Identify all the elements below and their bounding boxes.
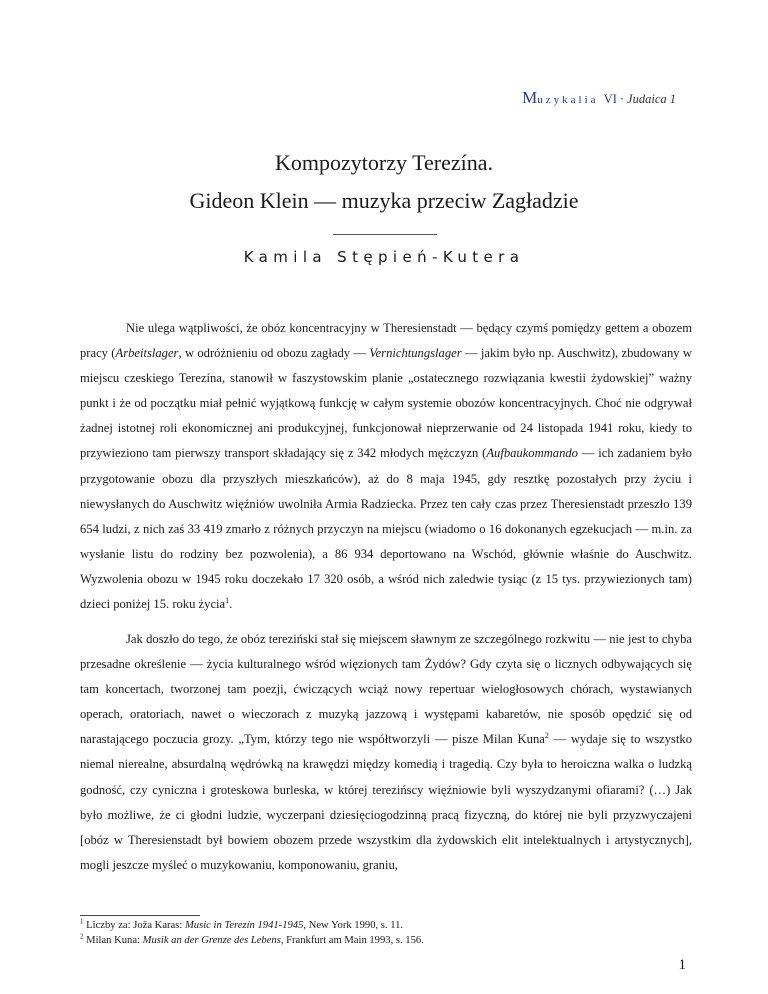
footnote-reference[interactable]: 2 (544, 731, 549, 741)
footnote-divider (80, 915, 200, 916)
body-paragraph-1 (80, 316, 692, 617)
footnote-reference[interactable]: 1 (225, 595, 230, 605)
journal-initial: M (522, 88, 538, 107)
paragraph-text: — wydaje się to wszystko niemal nierealne, absurdalną wędrówką na krawędzi między komedią i tragedią. Czy była to heroiczna walka o ludzką godność, czy cyniczna i groteskowa burleska, w której terezińscy więźniowie byli wyszydzanymi ofiarami? (…) Jak było możliwe, że ci głodni ludzie, wyczerpani dziesięciogodzinną pracą fizyczną, do której nie byli przyzwyczajeni [obóz w Theresienstadt był bowiem obozem przede wszystkim dla żydowskich elit intelektualnych i artystycznych], mogli jeszcze myśleć o muzykowaniu, komponowaniu, graniu, (80, 732, 692, 872)
article-title-line-2: Gideon Klein — muzyka przeciw Zagładzie (189, 188, 579, 213)
running-head-separator: · (619, 92, 625, 106)
paragraph-text: . (229, 597, 233, 612)
article-title-line-1: Kompozytorzy Terezína. (275, 150, 493, 175)
footnote-title: Music in Terezín 1941-1945 (184, 920, 304, 931)
running-head (522, 88, 676, 108)
italic-term: Arbeitslager (115, 346, 179, 361)
footnote-1 (80, 918, 700, 933)
footnote-number: 1 (80, 917, 84, 926)
journal-section: Judaica 1 (627, 92, 676, 106)
body-paragraph-2 (80, 627, 692, 878)
footnote-text: Liczby za: Joža Karas: (83, 920, 185, 931)
footnote-text: , Frankfurt am Main 1993, s. 156. (280, 935, 424, 946)
author-name: Kamila Stępień-Kutera (243, 248, 525, 266)
page-number: 1 (678, 957, 686, 973)
footnotes (80, 918, 700, 948)
footnote-2 (80, 933, 700, 948)
footnote-number: 2 (80, 932, 84, 941)
paragraph-text: Nie ulega wątpliwości, że obóz koncentracyjny w Theresienstadt — będący czymś pomiędzy gettem a obozem pracy ( (80, 321, 692, 361)
journal-name: uzykalia (537, 94, 599, 106)
title-divider (333, 234, 437, 235)
italic-term: Vernichtungslager (369, 346, 462, 361)
paragraph-text: Jak doszło do tego, że obóz tereziński stał się miejscem sławnym ze szczególnego rozkwitu — nie jest to chyba przesadne określenie — życia kulturalnego wśród więzionych tam Żydów? Gdy czyta się o licznych odbywających się tam koncertach, tworzonej tam poezji, ćwiczących wciąż nowy repertuar wielogłosowych chórach, wystawianych operach, oratoriach, nawet o wieczorach z muzyką jazzową i występami kabaretów, nie sposób opędzić się od narastającego poczucia grozy. „Tym, którzy tego nie współtworzyli — pisze Milan Kuna (80, 632, 692, 747)
footnote-title: Musik an der Grenze des Lebens (142, 935, 281, 946)
paragraph-text: — ich zadaniem było przygotowanie obozu dla przyszłych mieszkańców), aż do 8 maja 1945, gdy resztkę pozostałych przy życiu i niewysłanych do Auschwitz więźniów uwolniła Armia Radziecka. Przez ten cały czas przez Theresienstadt przeszło 139 654 ludzi, z nich zaś 33 419 zmarło z różnych przyczyn na miejscu (wiadomo o 16 dokonanych egzekucjach — m.in. za wysłanie listu do rodziny bez pozwolenia), a 86 934 deportowano na Wschód, głównie właśnie do Auschwitz. Wyzwolenia obozu w 1945 roku doczekało 17 320 osób, a wśród nich zaledwie tysiąc (z 15 tys. przywiezionych tam) dzieci poniżej 15. roku życia (80, 446, 692, 612)
footnote-text: Milan Kuna: (83, 935, 143, 946)
journal-volume: VI (603, 92, 617, 106)
paragraph-text: — jakim było np. Auschwitz), zbudowany w miejscu czeskiego Terezína, stanowił w faszystowskim planie „ostatecznego rozwiązania kwestii żydowskiej” ważny punkt i że od początku miał pełnić wyjątkową funkcję w całym systemie obozów koncentracyjnych. Choć nie odgrywał żadnej istotnej roli ekonomicznej ani produkcyjnej, funkcjonował nieprzerwanie od 24 listopada 1941 roku, kiedy to przywieziono tam pierwszy transport składający się z 342 młodych mężczyzn ( (80, 346, 693, 461)
footnote-text: , New York 1990, s. 11. (303, 920, 404, 931)
italic-term: Aufbaukommando (486, 446, 578, 461)
paragraph-text: , w odróżnieniu od obozu zagłady — (178, 346, 370, 361)
